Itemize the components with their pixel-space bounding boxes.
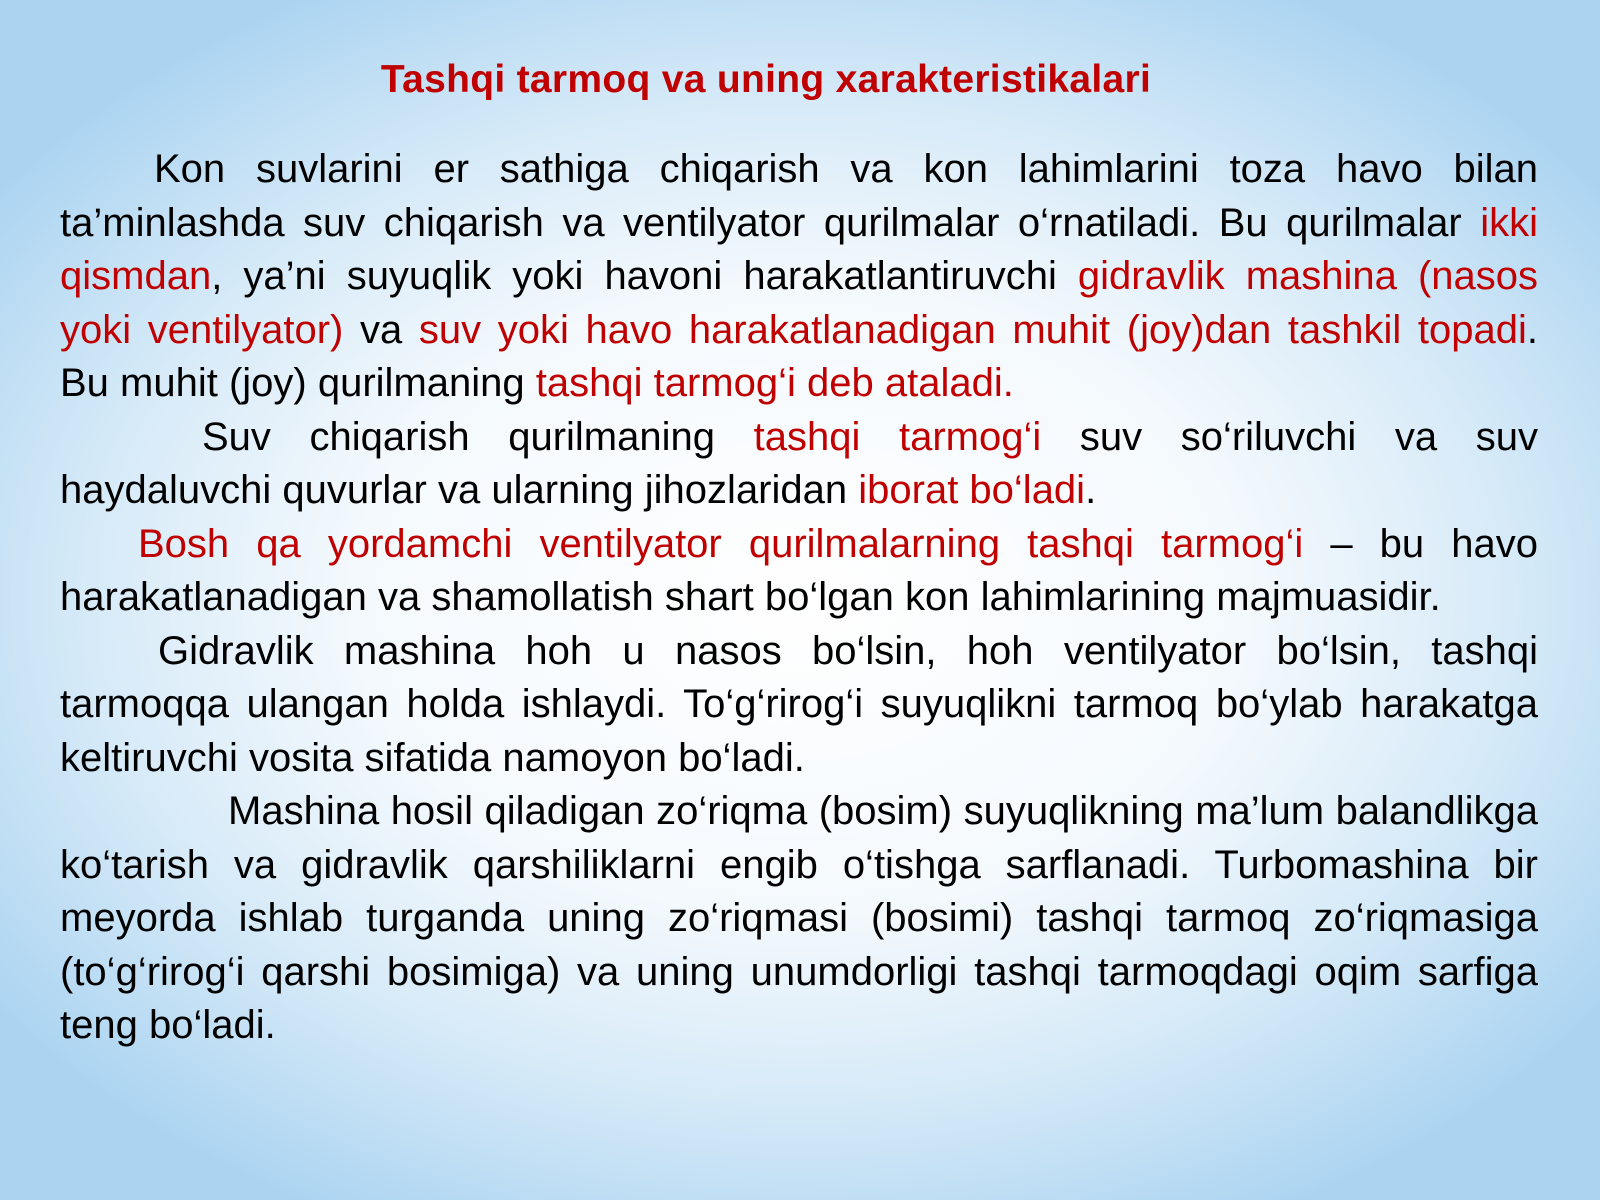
slide-title-text: Tashqi tarmoq va uning xarakteristikalari xyxy=(380,58,1152,101)
text-segment: Gidravlik mashina hoh u nasos bo‘lsin, hoh ventilyator bo‘lsin, tashqi tarmoqqa ulangan holda ishlaydi. To‘g‘rirog‘i suyuqlikni tarmoq bo‘ylab harakatga keltiruvchi vosita sifatida namoyon bo‘ladi. xyxy=(60,628,1538,780)
text-segment: Mashina hosil qiladigan zo‘riqma (bosim) suyuqlikning ma’lum balandlikga ko‘tarish va gidravlik qarshiliklarni engib o‘tishga sarflanadi. Turbomashina bir meyorda ishlab turganda uning zo‘riqmasi (bosimi) tashqi tarmoq zo‘riqmasiga (to‘g‘rirog‘i qarshi bosimiga) va uning unumdorligi tashqi tarmoqdagi oqim sarfiga teng bo‘ladi. xyxy=(60,789,1538,1047)
text-segment: – bu havo harakatlanadigan va shamollatish shart bo‘lgan kon lahimlarining majmuasidir. xyxy=(60,521,1538,619)
paragraph-4 xyxy=(60,625,1538,786)
highlighted-text: tashqi tarmog‘i xyxy=(753,414,1042,459)
text-segment: . xyxy=(1085,468,1097,512)
highlighted-text: gidravlik mashina (nasos yoki ventilyator) xyxy=(60,254,1538,352)
highlighted-text: ikki qismdan xyxy=(60,200,1538,298)
paragraph-3 xyxy=(60,518,1538,625)
text-segment: va xyxy=(343,307,419,352)
slide-body xyxy=(60,143,1538,1053)
paragraph-1 xyxy=(60,143,1538,411)
highlighted-text: tashqi tarmog‘i deb ataladi. xyxy=(535,361,1014,405)
text-segment: Kon suvlarini er sathiga chiqarish va kon lahimlarini toza havo bilan ta’minlashda suv chiqarish va ventilyator qurilmalar o‘rnatiladi. Bu qurilmalar xyxy=(60,147,1538,245)
text-segment: . Bu muhit (joy) qurilmaning xyxy=(60,307,1538,405)
highlighted-text: Bosh qa yordamchi ventilyator qurilmalarning tashqi tarmog‘i xyxy=(138,521,1304,566)
highlighted-text: iborat bo‘ladi xyxy=(858,468,1086,512)
paragraph-5 xyxy=(60,785,1538,1053)
text-segment: , ya’ni suyuqlik yoki havoni harakatlantiruvchi xyxy=(211,254,1078,298)
text-segment: Suv chiqarish qurilmaning xyxy=(202,414,754,459)
highlighted-text: suv yoki havo harakatlanadigan muhit (joy)dan tashkil topadi xyxy=(418,307,1527,352)
slide-title xyxy=(0,58,1600,102)
paragraph-2 xyxy=(60,411,1538,518)
text-segment: suv so‘riluvchi va suv haydaluvchi quvurlar va ularning jihozlaridan xyxy=(60,414,1539,512)
